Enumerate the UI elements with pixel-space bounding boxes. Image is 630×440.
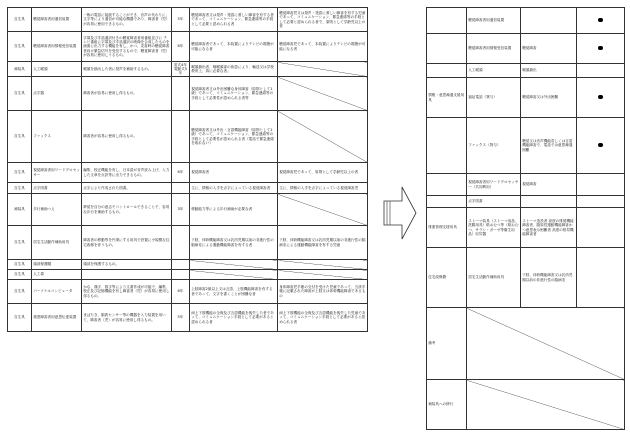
description-cell: 点字により作成された図書。: [82, 183, 172, 194]
note-cell: [278, 111, 368, 163]
group-cell: 排泄管理支援用具: [427, 208, 467, 248]
table-row: [8, 260, 368, 270]
description-cell: 障害者の移動等を円滑にする用具で設置に小規模な住宅改修を伴うもの。: [82, 226, 172, 260]
durable-years-cell: 3年: [172, 194, 190, 226]
target-cell: 聴覚障害: [521, 34, 577, 64]
target-cell: 両上下肢機能の全廃及び言語機能を喪失した者であって、コミュニケーション手段として必要があると認められる者: [190, 304, 278, 332]
target-cell: 聴覚又は音声機能若しくは言語機能障害で、電話では意思疎通困難: [521, 118, 577, 174]
right-arrow-icon: [382, 183, 418, 243]
kind-cell: 自生具: [8, 163, 32, 183]
target-cell: 下肢、体幹機能障害又は乳幼児期以前の非進行性の脳病変による運動機能障害を有する者: [190, 226, 278, 260]
item-cell: 聴覚障害者用情報受信装置: [467, 34, 521, 64]
kind-cell: 自生具: [8, 77, 32, 111]
target-cell: [521, 196, 577, 208]
group-cell: 補装具への移行: [427, 380, 467, 430]
target-cell: 視覚障害: [521, 174, 577, 196]
table-row: [427, 64, 625, 78]
kind-cell: 自生具: [8, 183, 32, 194]
name-cell: 居宅生活動作補助用具: [32, 226, 82, 260]
table-row: [427, 248, 625, 308]
target-cell: 視覚障害者: [190, 163, 278, 183]
kind-cell: 自生具: [8, 111, 32, 163]
target-cell: ストーマ造設者 高度の排便機能障害者、脳原性運動機能障害かつ意思表示困難者 高度の排尿機能障害者: [521, 208, 577, 248]
table-row: [427, 78, 625, 118]
description-cell: 夢覚を自分の意志でコントロールできることで、容易な歩行を補助するもの。: [82, 194, 172, 226]
item-cell: 福祉電話（貸与）: [467, 78, 521, 118]
durable-years-cell: [172, 260, 190, 270]
durable-years-cell: [172, 270, 190, 280]
note-cell: [278, 270, 368, 280]
description-cell: まばたき、脳波センサー等の機器を入力装置を用いて、障害者（児）が容易に使用し得るもの。: [82, 304, 172, 332]
group-cell: 住宅改修費: [427, 248, 467, 308]
table-row: [8, 77, 368, 111]
description-cell: 一般の電話に接続することができ、音声の代わりに、文字等により通信が可能な機器であり、障害者（児）が容易に使用できるもの。: [82, 8, 172, 32]
table-row: [8, 62, 368, 77]
bullet-mark-icon: [598, 46, 603, 51]
target-cell: 聴覚障害者であって、本装置によりテレビの視聴が可能になる者: [190, 32, 278, 62]
table-row: [8, 8, 368, 32]
table-row: [8, 304, 368, 332]
target-cell: 視覚障害者又は外出困難な身体障害（原則として1級）であって、コミュニケーション、緊急連絡等の手段として必要性が認められる者等: [190, 77, 278, 111]
note-cell: [278, 77, 368, 111]
table-row: [8, 163, 368, 183]
right-table: [426, 7, 625, 430]
group-cell: [427, 64, 467, 78]
item-cell: 人工喉頭: [467, 64, 521, 78]
name-cell: 視覚障害者用ワードプロセッサー: [32, 163, 82, 183]
note-cell: [278, 260, 368, 270]
note-cell: 身体障害児手帳の交付を受けた児童であって、当該手帳に記載された障害が上肢又は体幹機能障害であるもの: [278, 280, 368, 304]
kind-cell: 自生具: [8, 270, 32, 280]
durable-years-cell: 6年: [172, 280, 190, 304]
group-cell: 備考: [427, 308, 467, 380]
item-cell: 居宅生活動作補助用具: [467, 248, 521, 308]
table-row: [8, 183, 368, 194]
table-row: [8, 194, 368, 226]
description-cell: 障害者が容易に使用し得るもの。: [82, 77, 172, 111]
group-cell: 情報・意思疎通支援用具: [427, 78, 467, 118]
name-cell: 頭部保護帽: [32, 260, 82, 270]
group-cell: [427, 174, 467, 196]
durable-years-cell: 笛式4年 電動式5年: [172, 62, 190, 77]
durable-years-cell: [172, 183, 190, 194]
kind-cell: 自生具: [8, 304, 32, 332]
durable-years-cell: 6年: [172, 32, 190, 62]
note-cell: 聴覚障害児又は発声・発語に著しい障害を有する児童であって、コミュニケーション、緊急連絡等の手段として必要と認められる者で、原則として学齢児以上の者: [278, 8, 368, 32]
name-cell: ファックス: [32, 111, 82, 163]
durable-years-cell: [172, 111, 190, 163]
name-cell: 聴覚障害者用通信装置: [32, 8, 82, 32]
left-table: [7, 7, 368, 332]
table-row: [427, 174, 625, 196]
table-row: [427, 308, 625, 380]
durable-years-cell: 5年: [172, 8, 190, 32]
note-cell: 両上下肢機能の全廃及び言語機能を喪失した児童であって、コミュニケーション手段として必要があると認められる者: [278, 304, 368, 332]
blank-cell: [467, 380, 625, 430]
name-cell: 点字図書: [32, 183, 82, 194]
kind-cell: 自生具: [8, 260, 32, 270]
note-cell: [278, 194, 368, 226]
durable-years-cell: 6年: [172, 163, 190, 183]
target-cell: [521, 8, 577, 34]
note-cell: 聴覚障害児であって、本装置によりテレビの視聴が可能になる者: [278, 32, 368, 62]
note-cell: 視覚障害児であって、原則として学齢児以上の者: [278, 163, 368, 183]
target-cell: 上肢障害2級以上又は言語、上肢機能障害を有する者であって、文字を書くことが困難な者: [190, 280, 278, 304]
bullet-mark-icon: [598, 95, 603, 100]
durable-years-cell: [172, 226, 190, 260]
kind-cell: 自生具: [8, 280, 32, 304]
group-cell: [427, 118, 467, 174]
item-cell: 聴覚障害者用通信装置: [467, 8, 521, 34]
note-cell: 下肢、体幹機能障害又は乳幼児期以前の非進行性の脳病変による運動機能障害を有する児童: [278, 226, 368, 260]
bullet-mark-icon: [598, 143, 603, 148]
table-row: [427, 34, 625, 64]
note-cell: [278, 62, 368, 77]
name-cell: パーソナルコンピュータ: [32, 280, 82, 304]
table-row: [427, 118, 625, 174]
name-cell: 点字器: [32, 77, 82, 111]
target-cell: 聴覚障害者又は発声・発語に著しい障害を有する者であって、コミュニケーション、緊急連絡等の手段として必要と認められる者: [190, 8, 278, 32]
kind-cell: 補装具: [8, 62, 32, 77]
mark-cell: [577, 64, 625, 78]
description-cell: [82, 270, 172, 280]
mark-cell: [577, 78, 625, 118]
target-cell: 主に、情報の入手を点字によっている視覚障害者: [190, 183, 278, 194]
durable-years-cell: 5年: [172, 304, 190, 332]
name-cell: 歩行補助つえ: [32, 194, 82, 226]
target-cell: 移動能力等による歩行補助が必要な者: [190, 194, 278, 226]
table-row: [427, 380, 625, 430]
blank-cell: [467, 308, 625, 380]
target-cell: 下肢、体幹機能障害又は乳幼児期以前の非進行性の脳病変: [521, 248, 577, 308]
kind-cell: 自生具: [8, 226, 32, 260]
item-cell: 点字図書: [467, 196, 521, 208]
group-cell: [427, 34, 467, 64]
table-row: [427, 196, 625, 208]
kind-cell: 自生具: [8, 8, 32, 32]
mark-cell: [577, 118, 625, 174]
item-cell: 視覚障害者用ワードプロセッサー（共同利用）: [467, 174, 521, 196]
target-cell: 聴覚障害又は外出困難: [521, 78, 577, 118]
target-cell: 聴覚障害者又は外出・言語機能障害（原則として1級）であって、コミュニケーション、緊急連絡等の手段として必要性が認められる者（電話で緊急連絡を取れない）: [190, 111, 278, 163]
mark-cell: [577, 196, 625, 208]
item-cell: ファックス（貸与）: [467, 118, 521, 174]
bullet-mark-icon: [598, 18, 603, 23]
note-cell: 主に、情報の入手を点字によっている視覚障害児: [278, 183, 368, 194]
table-row: [427, 208, 625, 248]
table-row: [8, 226, 368, 260]
group-cell: [427, 8, 467, 34]
mark-cell: [577, 248, 625, 308]
table-row: [8, 270, 368, 280]
description-cell: 喉頭を摘出した者に発声を補助するもの。: [82, 62, 172, 77]
table-row: [8, 32, 368, 62]
table-row: [8, 280, 368, 304]
name-cell: 人工鼻: [32, 270, 82, 280]
target-cell: [190, 270, 278, 280]
item-cell: ストーマ装具（ストーマ用品、洗腸用具）紙おむつ等（紙おむつ、サラシ・ガーゼ等衛生用品）収尿器: [467, 208, 521, 248]
description-cell: かな、漢字、数字等により文書作成が可能で、編集、校正及び記憶機能を有し障害者（児）が容易に使用し得るもの。: [82, 280, 172, 304]
mark-cell: [577, 174, 625, 196]
name-cell: 重度障害者用意思伝達装置: [32, 304, 82, 332]
name-cell: 人工喉頭: [32, 62, 82, 77]
durable-years-cell: [172, 77, 190, 111]
description-cell: 字幕及び手話通訳付きの聴覚障害者用番組並びに テレビ番組に字幕及び手話通訳の映像を合成したものを画面に出力する機能を有し、かつ、災害時の聴覚障害者向け緊急信号を受信するもので、聴覚障害者（児）が容易に使用しうるもの。: [82, 32, 172, 62]
target-cell: [190, 260, 278, 270]
table-row: [8, 111, 368, 163]
group-cell: [427, 196, 467, 208]
description-cell: 頭部を保護するもの。: [82, 260, 172, 270]
table-row: [427, 8, 625, 34]
name-cell: 聴覚障害者用情報受信装置: [32, 32, 82, 62]
target-cell: 喉頭摘出: [521, 64, 577, 78]
mark-cell: [577, 34, 625, 64]
description-cell: 編集、校正機能を有し、日本語が音声読み上げ、入力した文章を点訳等に出力できるもの。: [82, 163, 172, 183]
mark-cell: [577, 208, 625, 248]
mark-cell: [577, 8, 625, 34]
kind-cell: 補装具: [8, 194, 32, 226]
kind-cell: 自生具: [8, 32, 32, 62]
description-cell: 障害者が容易に使用し得るもの。: [82, 111, 172, 163]
target-cell: 喉頭摘出者、咽喉頭部の疾患により、輸送又は学校教育上、真に必要な者。: [190, 62, 278, 77]
